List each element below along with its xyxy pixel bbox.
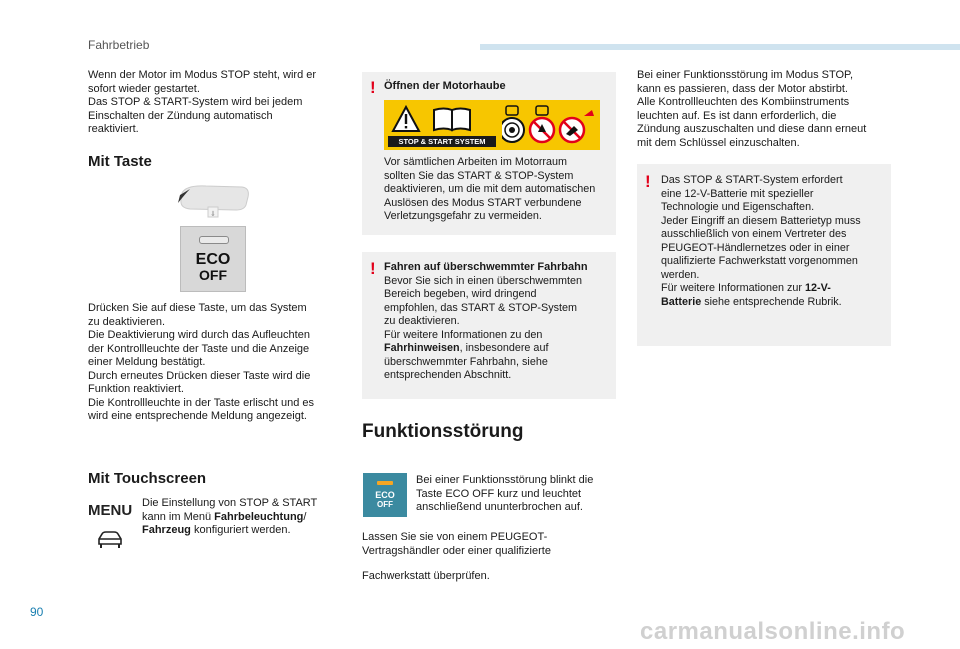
text-line: Lassen Sie sie von einem PEUGEOT- <box>362 531 548 543</box>
text-line: Durch erneutes Drücken dieser Taste wird die <box>88 369 311 382</box>
text-line: Das STOP & START-System erfordert <box>661 174 843 186</box>
text-line: Für weitere Informationen zur 12-V- <box>661 282 831 294</box>
header-bar <box>480 44 960 50</box>
text-line: Drücken Sie auf diese Taste, um das System <box>88 302 307 314</box>
warning-icon: ! <box>370 78 376 97</box>
svg-text:⇓: ⇓ <box>210 210 216 218</box>
menu-path-bold: Fahrzeug <box>142 524 191 536</box>
box-text <box>384 261 612 383</box>
warning-triangle-book-icon <box>390 104 490 134</box>
eco-label: ECO <box>195 251 231 268</box>
touchscreen-description <box>142 497 342 538</box>
box-title: Fahren auf überschwemmter Fahrbahn <box>384 261 588 273</box>
sticker-label: STOP & START SYSTEM <box>388 136 496 147</box>
taste-description <box>88 302 348 424</box>
text-line: Wenn der Motor im Modus STOP steht, wird er <box>88 69 317 81</box>
no-touch-fan-icons <box>502 102 598 148</box>
text-line: Für weitere Informationen zu den <box>384 328 543 341</box>
text-line: Bei einer Funktionsstörung blinkt die <box>416 474 594 486</box>
off-label: OFF <box>377 500 393 509</box>
text-line: der Kontrollleuchte der Taste und die Anzeige <box>88 342 310 355</box>
text-line: PEUGEOT-Händlernetzes oder in einer <box>661 241 850 254</box>
text-line: Bevor Sie sich in einen überschwemmten <box>384 274 583 287</box>
eco-label: ECO <box>375 490 395 500</box>
text-line: Bereich begeben, wird dringend <box>384 288 537 300</box>
fault-text-2 <box>362 531 616 558</box>
text-line: reaktiviert. <box>88 123 139 135</box>
text-line: Zündung auszuschalten und diese dann erneut <box>637 123 867 135</box>
text-line: werden. <box>661 268 700 281</box>
text-line: Funktion reaktiviert. <box>88 383 184 395</box>
text-line: Einschalten der Zündung automatisch <box>88 109 273 122</box>
menu-label: MENU <box>88 502 133 519</box>
text-line: zu deaktivieren. <box>88 315 166 328</box>
text-line: eine 12-V-Batterie mit spezieller <box>661 187 814 200</box>
rearview-mirror-illustration <box>176 183 252 219</box>
fault-text-3: Fachwerkstatt überprüfen. <box>362 570 490 582</box>
text-line: ausschließlich von einem Vertreter des <box>661 228 847 240</box>
off-label: OFF <box>199 267 227 283</box>
intro-text <box>88 69 348 137</box>
box-text <box>661 174 887 309</box>
text-line: kann es passieren, dass der Motor abstirbt. <box>637 82 848 95</box>
text-line: Vertragshändler oder einer qualifizierte <box>362 544 551 557</box>
heading-mit-taste: Mit Taste <box>88 153 152 170</box>
text-line: empfohlen, das START & STOP-System <box>384 301 578 314</box>
heading-funktionsstoerung: Funktionsstörung <box>362 421 524 442</box>
text-line: Jeder Eingriff an diesem Batterietyp muss <box>661 214 861 227</box>
warning-box-flooded-road <box>362 252 616 399</box>
text-line: kann im Menü Fahrbeleuchtung/ <box>142 510 307 523</box>
text-line: überschwemmter Fahrbahn, siehe <box>384 355 548 368</box>
text-line: Fahrhinweisen, insbesondere auf <box>384 342 549 354</box>
text-line: leuchten auf. Es ist dann erforderlich, die <box>637 109 837 122</box>
warning-box-hood <box>362 72 616 235</box>
car-icon <box>96 529 124 551</box>
section-title: Fahrbetrieb <box>88 38 150 52</box>
indicator-lamp <box>377 481 393 485</box>
text-line: Batterie siehe entsprechende Rubrik. <box>661 295 842 308</box>
text-line: Die Deaktivierung wird durch das Aufleuchten <box>88 329 310 341</box>
text-line: mit dem Schlüssel einzuschalten. <box>637 136 800 149</box>
text-line: Auslösen des Modus START verbundene <box>384 196 582 209</box>
heading-mit-touchscreen: Mit Touchscreen <box>88 470 207 487</box>
text-line: entsprechenden Abschnitt. <box>384 369 512 381</box>
eco-off-button[interactable] <box>180 226 246 292</box>
watermark: carmanualsonline.info <box>640 618 906 645</box>
fault-text <box>416 474 616 515</box>
text-line: qualifizierte Fachwerkstatt vorgenommen <box>661 255 858 267</box>
text-line: deaktivieren, um die mit dem automatischen <box>384 183 596 195</box>
text-line: einer Meldung bestätigt. <box>88 356 206 368</box>
text-line: Die Kontrollleuchte in der Taste erlischt und es <box>88 396 315 409</box>
text-line: sofort wieder gestartet. <box>88 82 200 95</box>
indicator-lamp <box>199 236 229 244</box>
text-line: Alle Kontrollleuchten des Kombiinstruments <box>637 96 850 108</box>
text-line: anschließend ununterbrochen auf. <box>416 501 583 513</box>
text-line: zu deaktivieren. <box>384 315 460 327</box>
text-line: Die Einstellung von STOP & START <box>142 497 318 509</box>
text-line: Vor sämtlichen Arbeiten im Motorraum <box>384 156 568 168</box>
text-line: Fahrzeug konfiguriert werden. <box>142 524 291 536</box>
menu-path-bold: Fahrbeleuchtung <box>214 510 304 523</box>
text-line: Bei einer Funktionsstörung im Modus STOP, <box>637 69 854 81</box>
warning-icon: ! <box>645 172 651 191</box>
warning-sticker <box>384 100 600 150</box>
text-line: Das STOP & START-System wird bei jedem <box>88 96 303 108</box>
text-line: Verletzungsgefahr zu vermeiden. <box>384 210 542 222</box>
box-title: Öffnen der Motorhaube <box>384 80 506 92</box>
text-line: Taste ECO OFF kurz und leuchtet <box>416 487 582 500</box>
warning-icon: ! <box>370 259 376 278</box>
text-line: wird eine entsprechende Meldung angezeigt. <box>88 410 307 422</box>
text-line: Technologie und Eigenschaften. <box>661 201 815 213</box>
eco-off-warning-icon <box>363 473 407 517</box>
text-line: sollten Sie das START & STOP-System <box>384 169 574 182</box>
box-text <box>384 156 612 224</box>
page-number: 90 <box>30 605 44 619</box>
col3-text <box>637 69 897 150</box>
battery-info-box <box>637 164 891 346</box>
